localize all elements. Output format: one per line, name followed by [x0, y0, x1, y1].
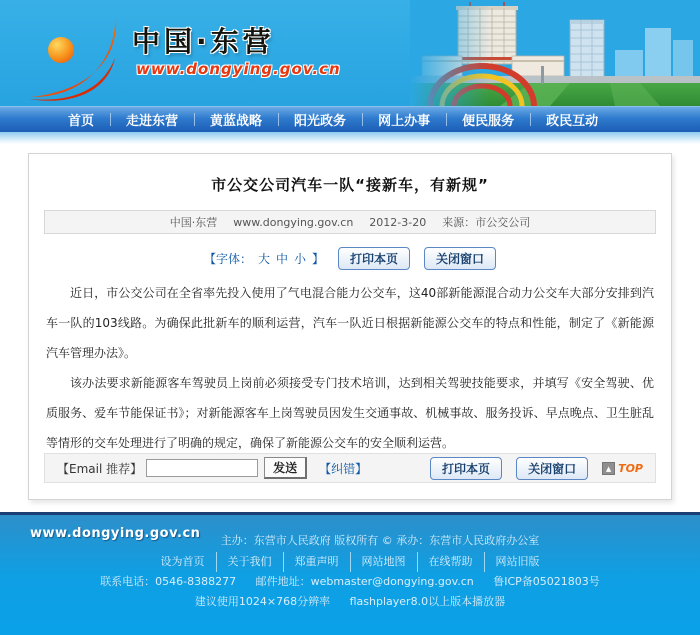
print-page-button-bottom[interactable]: 打印本页 [430, 457, 502, 480]
article-paragraph-2: 该办法要求新能源客车驾驶员上岗前必须接受专门技术培训，达到相关驾驶技能要求，并填写《安全驾驶、优质服务、爱车节能保证书》；对新能源客车上岗驾驶员因发生交通事故、机械事故、服务投诉、早点晚点、卫生脏乱等情形的交车处理进行了明确的规定，确保了新能源公交车的安全顺利运营。 [46, 376, 654, 450]
article-controls [29, 247, 671, 270]
footer-advice-line [0, 592, 700, 612]
footer-contact-line [0, 572, 700, 592]
error-correction-link[interactable]: 【纠错】 [319, 461, 368, 476]
footer-email[interactable]: 邮件地址：webmaster@dongying.gov.cn [255, 575, 474, 588]
article-paragraph-1: 近日，市公交公司在全省率先投入使用了气电混合能力公交车，这40部新能源混合动力公交车大部分安排到汽车一队的103线路。为确保此批新车的顺利运营，汽车一队近日根据新能源公交车的特点和性能，制定了《新能源汽车管理办法》。 [46, 286, 654, 360]
close-window-button[interactable]: 关闭窗口 [424, 247, 496, 270]
footer-icp-number: 鲁ICP备05021803号 [493, 575, 600, 588]
meta-source: 来源：市公交公司 [442, 216, 531, 229]
nav-item-open-gov[interactable]: 阳光政务 [278, 110, 362, 129]
up-arrow-icon: ▲ [602, 462, 615, 475]
main-nav [0, 106, 700, 132]
font-size-control [204, 250, 324, 267]
nav-item-about-dongying[interactable]: 走进东营 [110, 110, 194, 129]
footer-link-disclaimer[interactable]: 郑重声明 [283, 552, 350, 572]
footer-resolution-advice: 建议使用1024×768分辨率 [194, 595, 331, 608]
footer-site-url[interactable]: www.dongying.gov.cn [30, 526, 201, 541]
font-size-large[interactable]: 大 [257, 252, 270, 266]
meta-url: www.dongying.gov.cn [233, 215, 354, 229]
footer-links [0, 551, 700, 572]
footer-sponsor-line: 主办：东营市人民政府 版权所有 © 承办：东营市人民政府办公室 [220, 534, 540, 547]
send-button[interactable]: 发送 [264, 457, 307, 479]
site-header [0, 0, 700, 106]
photo-fade [410, 0, 490, 106]
footer-player-advice: flashplayer8.0以上版本播放器 [349, 595, 506, 608]
footer-phone: 联系电话：0546-8388277 [100, 575, 237, 588]
close-window-button-bottom[interactable]: 关闭窗口 [516, 457, 588, 480]
email-recommend-label: 【Email 推荐】 [57, 461, 143, 476]
nav-item-home[interactable]: 首页 [68, 114, 95, 129]
footer-link-set-homepage[interactable]: 设为首页 [160, 555, 205, 568]
nav-item-public-services[interactable]: 便民服务 [446, 110, 530, 129]
site-url-link[interactable]: www.dongying.gov.cn [136, 60, 341, 78]
nav-item-interaction[interactable]: 政民互动 [530, 110, 614, 129]
toolbar-right-group [430, 457, 643, 480]
footer-link-about-us[interactable]: 关于我们 [216, 552, 283, 572]
site-name: 中国·东营 [132, 25, 275, 58]
meta-date: 2012-3-20 [369, 215, 427, 229]
article-panel [28, 153, 672, 500]
top-label: TOP [618, 461, 643, 475]
meta-brand: 中国·东营 [169, 216, 218, 229]
article-body [46, 278, 654, 458]
font-size-medium[interactable]: 中 [275, 252, 288, 266]
footer-link-sitemap[interactable]: 网站地图 [350, 552, 417, 572]
print-page-button[interactable]: 打印本页 [338, 247, 410, 270]
header-photo [410, 0, 700, 106]
nav-bottom-strip [0, 132, 700, 144]
nav-item-strategy[interactable]: 黄蓝战略 [194, 110, 278, 129]
article-title: 市公交公司汽车一队“接新车，有新规” [211, 176, 489, 194]
email-input[interactable] [146, 459, 258, 477]
font-size-small[interactable]: 小 [293, 252, 306, 266]
footer-link-online-help[interactable]: 在线帮助 [417, 552, 484, 572]
dongying-logo-swoosh-icon [26, 6, 128, 101]
article-meta-bar [44, 210, 656, 234]
article-bottom-toolbar [44, 453, 656, 483]
site-footer [0, 512, 700, 635]
font-control-prefix: 【字体： [203, 252, 252, 266]
back-to-top-button[interactable] [602, 462, 643, 475]
font-control-suffix: 】 [312, 252, 325, 266]
nav-item-online-services[interactable]: 网上办事 [362, 110, 446, 129]
footer-link-old-site[interactable]: 网站旧版 [484, 552, 551, 572]
